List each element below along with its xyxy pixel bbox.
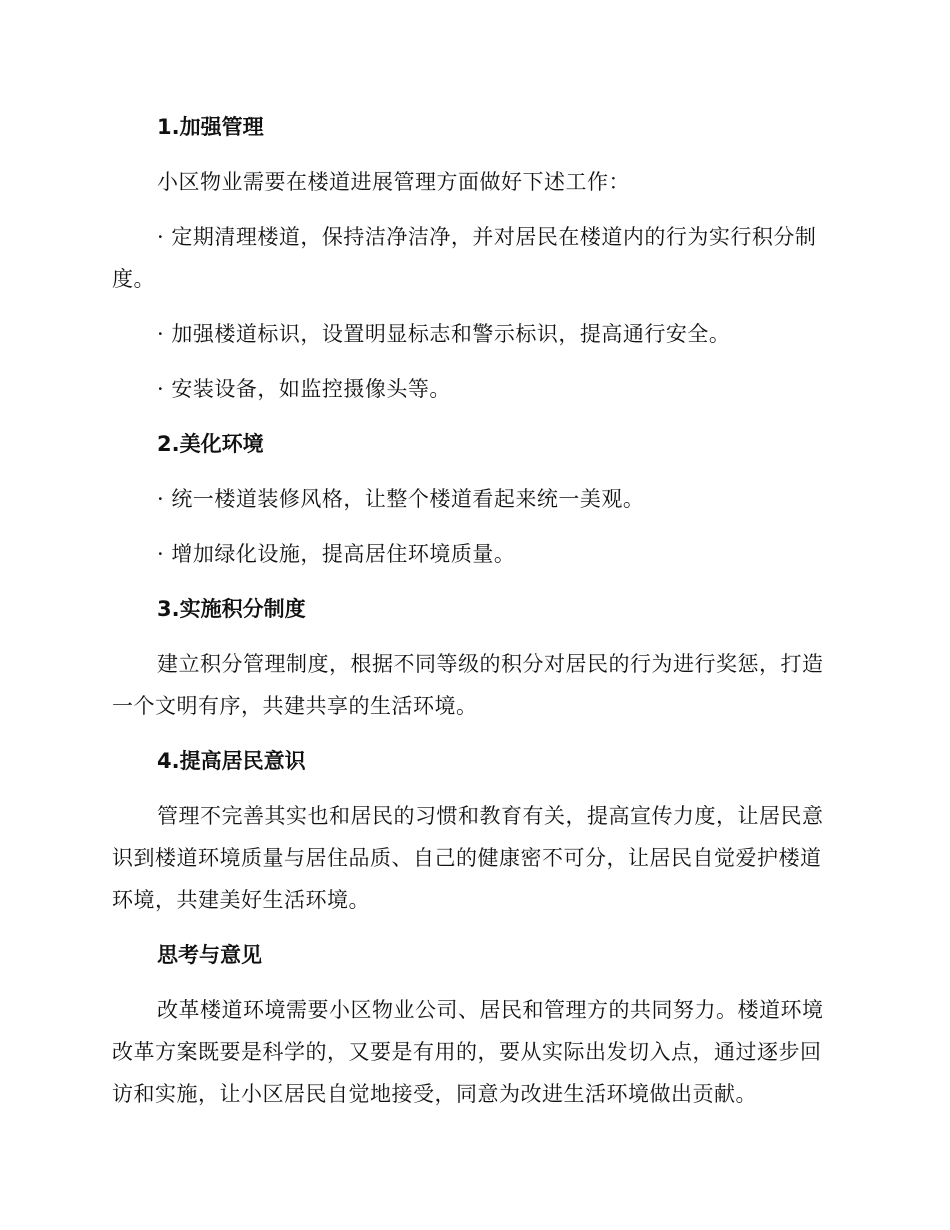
section-heading-awareness: 4.提高居民意识 xyxy=(157,749,306,773)
paragraph-line: 环境，共建美好生活环境。 xyxy=(112,888,370,912)
bullet-item-signage: · 加强楼道标识，设置明显标志和警示标识，提高通行安全。 xyxy=(157,322,731,346)
bullet-item-greening: · 增加绿化设施，提高居住环境质量。 xyxy=(157,542,516,566)
paragraph-line: 识到楼道环境质量与居住品质、自己的健康密不可分，让居民自觉爱护楼道 xyxy=(112,846,822,870)
paragraph-line: 访和实施，让小区居民自觉地接受，同意为改进生活环境做出贡献。 xyxy=(112,1082,757,1106)
bullet-item-equipment: · 安装设备，如监控摄像头等。 xyxy=(157,377,451,401)
paragraph-line: 小区物业需要在楼道进展管理方面做好下述工作： xyxy=(157,170,630,194)
section-heading-reflection: 思考与意见 xyxy=(157,943,262,967)
section-heading-points-system: 3.实施积分制度 xyxy=(157,597,306,621)
paragraph-line: 管理不完善其实也和居民的习惯和教育有关，提高宣传力度，让居民意 xyxy=(157,804,824,828)
section-heading-beautify: 2.美化环境 xyxy=(157,432,264,456)
paragraph-line: 改革方案既要是科学的，又要是有用的，要从实际出发切入点，通过逐步回 xyxy=(112,1040,822,1064)
bullet-item-cleaning-continued: 度。 xyxy=(112,267,155,291)
bullet-item-cleaning: · 定期清理楼道，保持洁净洁净，并对居民在楼道内的行为实行积分制 xyxy=(157,225,817,249)
paragraph-line: 一个文明有序，共建共享的生活环境。 xyxy=(112,694,478,718)
section-heading-management: 1.加强管理 xyxy=(157,115,264,139)
paragraph-line: 改革楼道环境需要小区物业公司、居民和管理方的共同努力。楼道环境 xyxy=(157,998,824,1022)
paragraph-line: 建立积分管理制度，根据不同等级的积分对居民的行为进行奖惩，打造 xyxy=(157,652,824,676)
bullet-item-decoration: · 统一楼道装修风格，让整个楼道看起来统一美观。 xyxy=(157,487,645,511)
